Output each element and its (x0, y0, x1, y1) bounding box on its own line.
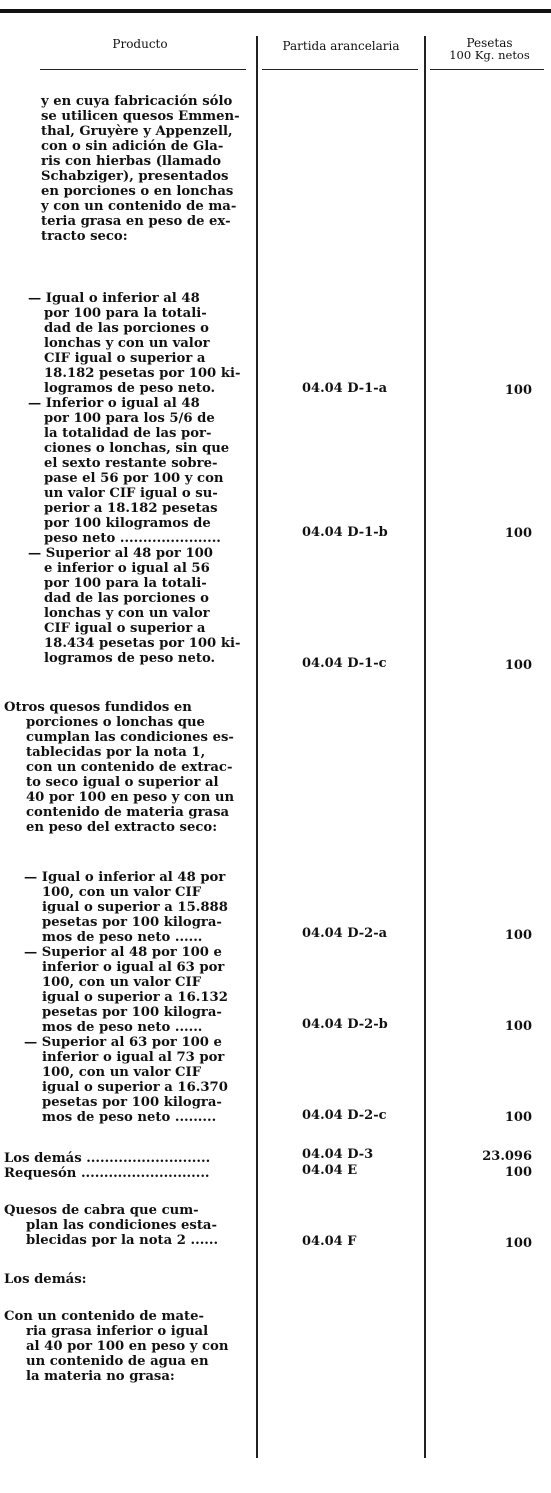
top-rule (0, 9, 551, 13)
text-line: 100, con un valor CIF (42, 975, 202, 990)
text-line: pase el 56 por 100 y con (44, 471, 224, 486)
text-line: por 100 para la totali- (44, 576, 207, 591)
text-line: Con un contenido de mate- (4, 1309, 204, 1324)
text-line: ria grasa inferior o igual (26, 1324, 209, 1339)
text-line: ciones o lonchas, sin que (44, 441, 230, 456)
text-line: por 100 para la totali- (44, 306, 207, 321)
text-line: al 40 por 100 en peso y con (26, 1339, 229, 1354)
text-line: tablecidas por la nota 1, (26, 745, 206, 760)
text-line: blecidas por la nota 2 ...... (26, 1233, 219, 1248)
column-divider-right (424, 36, 426, 1458)
header-pesetas-2: 100 Kg. netos (449, 48, 530, 62)
pesetas-d1b: 100 (504, 526, 532, 541)
pesetas-d1c: 100 (504, 658, 532, 673)
text-line: — Superior al 48 por 100 (28, 546, 213, 561)
text-line: y con un contenido de ma- (41, 199, 237, 214)
pesetas-f: 100 (504, 1236, 532, 1251)
text-line: peso neto ...................... (44, 531, 221, 546)
pesetas-d3: 23.096 (482, 1149, 532, 1164)
text-line: con un contenido de extrac- (26, 760, 233, 775)
text-line: thal, Gruyère y Appenzell, (41, 124, 233, 139)
text-line: logramos de peso neto. (44, 381, 216, 396)
text-line: 40 por 100 en peso y con un (26, 790, 235, 805)
text-line: logramos de peso neto. (44, 651, 216, 666)
column-divider-left (256, 36, 258, 1458)
text-line: inferior o igual al 73 por (42, 1050, 225, 1065)
text-line: mos de peso neto ...... (42, 1020, 203, 1035)
text-line: 18.182 pesetas por 100 ki- (44, 366, 241, 381)
pesetas-e: 100 (504, 1165, 532, 1180)
text-line: el sexto restante sobre- (44, 456, 218, 471)
text-line: plan las condiciones esta- (26, 1218, 217, 1233)
partida-d3: 04.04 D-3 (302, 1147, 374, 1162)
text-line: CIF igual o superior a (44, 621, 206, 636)
partida-d1b: 04.04 D-1-b (302, 525, 388, 540)
header-underline-producto (40, 69, 246, 70)
text-line: un contenido de agua en (26, 1354, 209, 1369)
header-producto: Producto (112, 37, 168, 51)
pesetas-d2c: 100 (504, 1110, 532, 1125)
text-line: por 100 kilogramos de (44, 516, 211, 531)
text-line: CIF igual o superior a (44, 351, 206, 366)
header-underline-partida (262, 69, 418, 70)
text-line: — Igual o inferior al 48 (28, 291, 200, 306)
text-line: pesetas por 100 kilogra- (42, 915, 222, 930)
partida-d2c: 04.04 D-2-c (302, 1108, 387, 1123)
partida-f: 04.04 F (302, 1234, 357, 1249)
header-partida: Partida arancelaria (282, 39, 400, 53)
text-line: Otros quesos fundidos en (4, 700, 192, 715)
text-line: to seco igual o superior al (26, 775, 219, 790)
text-line: la materia no grasa: (26, 1369, 175, 1384)
text-line: cumplan las condiciones es- (26, 730, 234, 745)
text-line: lonchas y con un valor (44, 606, 210, 621)
partida-d1a: 04.04 D-1-a (302, 381, 388, 396)
text-line: y en cuya fabricación sólo (41, 94, 233, 109)
text-line: ris con hierbas (llamado (41, 154, 222, 169)
partida-d1c: 04.04 D-1-c (302, 656, 387, 671)
text-line: por 100 para los 5/6 de (44, 411, 215, 426)
text-line: contenido de materia grasa (26, 805, 230, 820)
text-line: con o sin adición de Gla- (41, 139, 224, 154)
text-line: — Inferior o igual al 48 (28, 396, 200, 411)
text-line: — Superior al 48 por 100 e (24, 945, 222, 960)
pesetas-d2a: 100 (504, 928, 532, 943)
text-line: tracto seco: (41, 229, 128, 244)
text-line: en porciones o en lonchas (41, 184, 234, 199)
pesetas-d1a: 100 (504, 383, 532, 398)
text-line: dad de las porciones o (44, 591, 209, 606)
text-line: Quesos de cabra que cum- (4, 1203, 199, 1218)
header-underline-pesetas (430, 69, 544, 70)
text-line: — Superior al 63 por 100 e (24, 1035, 222, 1050)
text-line: porciones o lonchas que (26, 715, 205, 730)
text-line: pesetas por 100 kilogra- (42, 1005, 222, 1020)
item-d3: Los demás ........................... (4, 1151, 211, 1166)
text-line: mos de peso neto ......... (42, 1110, 217, 1125)
pesetas-d2b: 100 (504, 1019, 532, 1034)
text-line: igual o superior a 15.888 (42, 900, 228, 915)
item-e: Requesón ............................ (4, 1166, 210, 1181)
text-line: inferior o igual al 63 por (42, 960, 225, 975)
text-line: teria grasa en peso de ex- (41, 214, 231, 229)
text-line: 100, con un valor CIF (42, 1065, 202, 1080)
text-line: se utilicen quesos Emmen- (41, 109, 240, 124)
text-line: igual o superior a 16.132 (42, 990, 228, 1005)
partida-d2a: 04.04 D-2-a (302, 926, 388, 941)
text-line: mos de peso neto ...... (42, 930, 203, 945)
header-pesetas-1: Pesetas (466, 36, 513, 50)
subheading-los-demas: Los demás: (4, 1272, 87, 1287)
text-line: perior a 18.182 pesetas (44, 501, 218, 516)
text-line: lonchas y con un valor (44, 336, 210, 351)
text-line: Schabziger), presentados (41, 169, 229, 184)
text-line: — Igual o inferior al 48 por (24, 870, 226, 885)
text-line: un valor CIF igual o su- (44, 486, 218, 501)
partida-d2b: 04.04 D-2-b (302, 1017, 388, 1032)
text-line: dad de las porciones o (44, 321, 209, 336)
text-line: la totalidad de las por- (44, 426, 212, 441)
text-line: en peso del extracto seco: (26, 820, 218, 835)
text-line: 100, con un valor CIF (42, 885, 202, 900)
text-line: pesetas por 100 kilogra- (42, 1095, 222, 1110)
text-line: igual o superior a 16.370 (42, 1080, 228, 1095)
text-line: e inferior o igual al 56 (44, 561, 210, 576)
partida-e: 04.04 E (302, 1163, 358, 1178)
text-line: 18.434 pesetas por 100 ki- (44, 636, 241, 651)
